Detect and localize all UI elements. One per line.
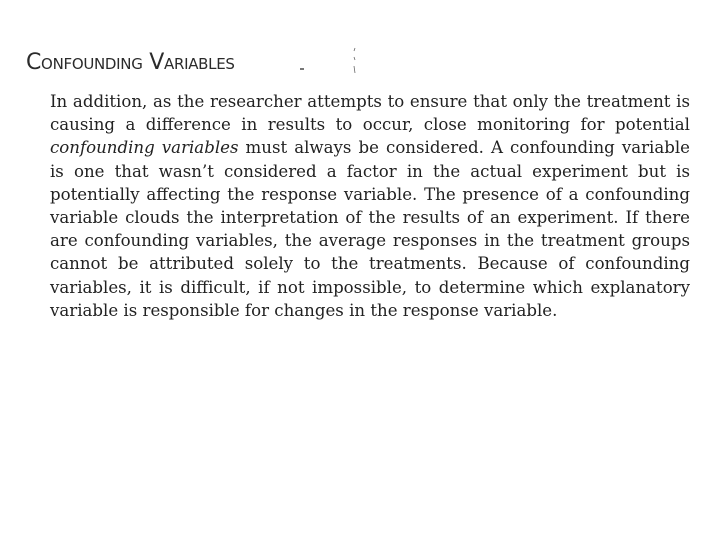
body-paragraph [50, 90, 690, 322]
paragraph-text-start: In addition, as the researcher attempts to ensure that only the treatment is causing a difference in results to occur, close monitoring for potential [50, 92, 690, 135]
emphasized-term: confounding variables [50, 138, 239, 158]
paragraph-text-end: must always be considered. A confounding variable is one that wasn’t considered a factor in the actual experiment but is potentially affecting the response variable. The presence of a confounding variable clouds the interpretation of the results of an experiment. If there are confounding variables, the average responses in the treatment groups cannot be attributed solely to the treatments. Because of confounding variables, it is difficult, if not impossible, to determine which explanatory variable is responsible for changes in the response variable. [50, 138, 690, 320]
stray-dot-mark [300, 68, 304, 70]
section-heading: Confounding Variables [26, 50, 235, 75]
stray-scratch-mark [353, 46, 356, 76]
